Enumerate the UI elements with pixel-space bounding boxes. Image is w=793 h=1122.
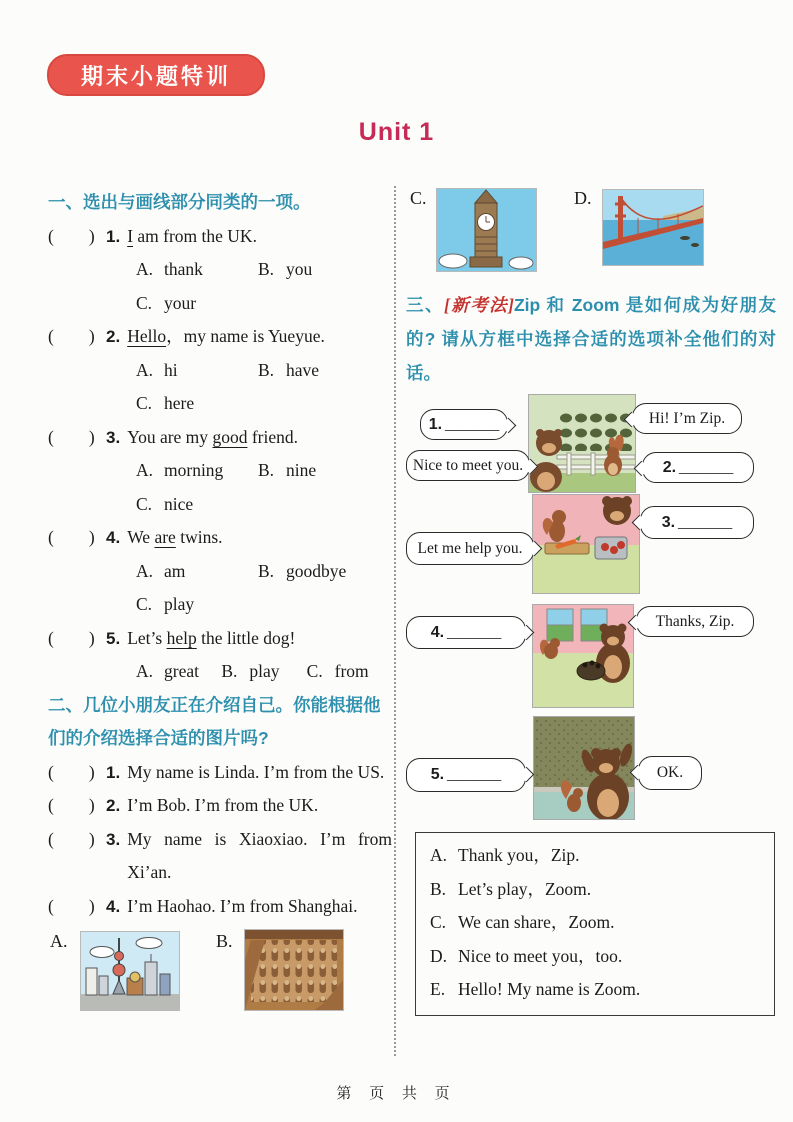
- section-one-heading: 一、选出与画线部分同类的一项。: [48, 192, 311, 212]
- option-b: B. goodbye: [258, 560, 347, 581]
- question-number: 4.: [106, 528, 121, 547]
- panel-4-image: [533, 716, 635, 820]
- panel-1-image: [528, 394, 636, 493]
- answer-bracket: ( ): [48, 895, 95, 916]
- picture-label-b: B.: [216, 931, 233, 951]
- option-c: C. your: [136, 292, 197, 313]
- question-text: Let’s help the little dog!: [127, 627, 296, 648]
- options-row: [136, 253, 392, 287]
- speech-bubble-blank-1: 1. _______: [420, 409, 508, 440]
- speech-bubble-blank-4: 4. _______: [406, 616, 526, 649]
- item-number: 2.: [106, 796, 121, 815]
- left-column: [48, 186, 392, 1013]
- speech-bubble-nice-to-meet-you: Nice to meet you.: [406, 450, 530, 481]
- options-row: [136, 287, 392, 321]
- options-row: [136, 354, 392, 388]
- picture-label-a: A.: [50, 931, 68, 951]
- question-1: [48, 220, 392, 254]
- picture-label-c: C.: [410, 188, 427, 208]
- right-column: [406, 180, 776, 1016]
- picture-label-d: D.: [574, 188, 592, 208]
- question-5: [48, 622, 392, 656]
- new-method-tag: [新考法]: [443, 295, 514, 315]
- option-a: A. hi: [136, 359, 178, 380]
- question-text: We are twins.: [127, 527, 223, 547]
- question-3: [48, 421, 392, 455]
- option-a: A. am: [136, 560, 186, 581]
- speech-bubble-blank-5: 5. _______: [406, 758, 526, 792]
- panel-3-image: [532, 604, 634, 708]
- options-row: [136, 488, 392, 522]
- item-text: I’m Haohao. I’m from Shanghai.: [127, 895, 358, 916]
- section-three-heading: [406, 288, 776, 390]
- speech-bubble-ok: OK.: [638, 756, 702, 790]
- intro-item-2: [48, 789, 392, 823]
- page-footer: 第 页 共 页: [336, 1086, 457, 1102]
- item-number: 4.: [106, 896, 121, 916]
- question-4: [48, 521, 392, 555]
- option-a: A. great: [136, 661, 199, 681]
- golden-gate-bridge-image: [602, 189, 704, 266]
- box-option-a: A. Thank you，Zip.: [430, 845, 580, 865]
- speech-bubble-hi-im-zip: Hi! I’m Zip.: [632, 403, 742, 434]
- dialogue-panel-2: [406, 494, 776, 604]
- option-b: B. you: [258, 259, 313, 279]
- box-option-c: C. We can share，Zoom.: [430, 912, 615, 932]
- question-number: 2.: [106, 327, 121, 346]
- speech-bubble-let-me-help: Let me help you.: [406, 532, 534, 565]
- intro-item-1: [48, 756, 392, 790]
- answer-bracket: ( ): [48, 225, 95, 246]
- question-number: 1.: [106, 226, 121, 246]
- option-b: B. nine: [258, 460, 317, 480]
- answer-bracket: ( ): [48, 828, 95, 849]
- options-row: [136, 588, 392, 622]
- option-c: C. here: [136, 393, 195, 413]
- answer-bracket: ( ): [48, 627, 95, 648]
- question-2: [48, 320, 392, 354]
- item-number: 3.: [106, 829, 121, 849]
- exam-banner: 期末小题特训: [47, 54, 265, 96]
- dialogue-panel-4: [406, 716, 776, 824]
- option-a: A. thank: [136, 259, 203, 279]
- answer-bracket: ( ): [48, 326, 95, 346]
- option-a: A. morning: [136, 460, 224, 480]
- speech-bubble-thanks-zip: Thanks, Zip.: [636, 606, 754, 637]
- item-number: 1.: [106, 762, 121, 782]
- box-option-e: E. Hello! My name is Zoom.: [430, 979, 641, 999]
- box-option-d: D. Nice to meet you，too.: [430, 945, 623, 966]
- question-number: 3.: [106, 427, 121, 447]
- dialogue-panel-1: [406, 394, 776, 494]
- heading-body: Zip 和 Zoom 是如何成为好朋友的? 请从方框中选择合适的选项补全他们的对话。: [406, 295, 777, 383]
- intro-item-4: [48, 890, 392, 924]
- question-text: You are my good friend.: [127, 426, 298, 447]
- section-two-heading: 二、几位小朋友正在介绍自己。你能根据他们的介绍选择合适的图片吗?: [48, 694, 381, 748]
- page-title: Unit 1: [358, 118, 435, 146]
- terracotta-warriors-image: [244, 929, 344, 1011]
- picture-row-ab: [48, 927, 392, 1013]
- picture-row-cd: [406, 184, 776, 280]
- column-divider: [394, 186, 396, 1056]
- options-row: [136, 454, 392, 488]
- item-text: My name is Linda. I’m from the US.: [127, 761, 385, 782]
- option-b: B. play: [221, 661, 280, 681]
- panel-2-image: [532, 494, 640, 594]
- answer-bracket: ( ): [48, 761, 95, 782]
- speech-bubble-blank-2: 2. _______: [642, 452, 754, 483]
- big-ben-image: [436, 188, 537, 272]
- option-b: B. have: [258, 359, 320, 380]
- item-text: My name is Xiaoxiao. I’m from Xi’an.: [127, 828, 392, 882]
- answer-options-box: [415, 832, 775, 1016]
- question-text: Hello，my name is Yueyue.: [127, 326, 325, 346]
- option-c: C. nice: [136, 493, 194, 514]
- shanghai-skyline-image: [80, 931, 180, 1011]
- heading-prefix: 三、: [406, 295, 444, 315]
- option-c: C. from: [306, 661, 369, 681]
- speech-bubble-blank-3: 3. _______: [640, 506, 754, 539]
- options-row: [136, 387, 392, 421]
- answer-bracket: ( ): [48, 527, 95, 547]
- dialogue-panel-3: [406, 604, 776, 716]
- options-row: [136, 555, 392, 589]
- option-c: C. play: [136, 594, 195, 614]
- box-option-b: B. Let’s play，Zoom.: [430, 878, 592, 899]
- answer-bracket: ( ): [48, 795, 95, 815]
- answer-bracket: ( ): [48, 426, 95, 447]
- intro-item-3: [48, 823, 392, 890]
- item-text: I’m Bob. I’m from the UK.: [127, 795, 319, 815]
- options-row: [136, 655, 392, 689]
- question-text: I am from the UK.: [127, 225, 257, 246]
- question-number: 5.: [106, 628, 121, 648]
